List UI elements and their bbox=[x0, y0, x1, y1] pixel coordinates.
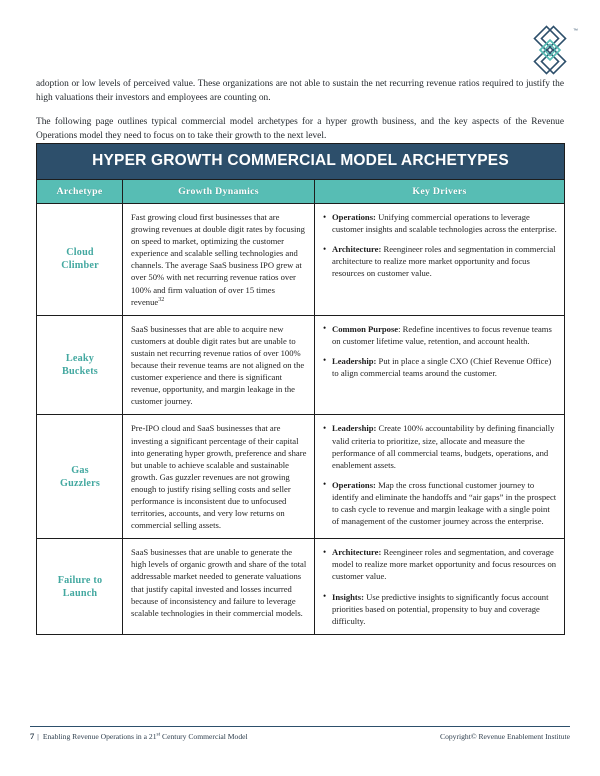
footnote-marker: 32 bbox=[158, 296, 165, 303]
growth-dynamics-text bbox=[131, 546, 307, 619]
column-header-key-drivers: Key Drivers bbox=[315, 180, 565, 204]
key-driver-text: Map the cross functional customer journey to identify and eliminate the handoffs and “air gaps” in the prospect to cash cycle to revenue and margin leakage with a single point of management of the customer journey across the enterprise. bbox=[332, 479, 557, 527]
intro-paragraph-2: The following page outlines typical commercial model archetypes for a hyper growth business, and the key aspects of the Revenue Operations model they need to focus on to take their growth to the next level. bbox=[36, 117, 564, 141]
key-driver-label: Architecture: bbox=[332, 547, 382, 558]
archetypes-table bbox=[36, 143, 565, 635]
key-drivers-list bbox=[323, 422, 557, 527]
logo bbox=[522, 24, 578, 76]
footer-separator: | bbox=[37, 732, 39, 741]
intro-paragraph-1: adoption or low levels of perceived value. These organizations are not able to sustain the net recurring revenue ratios required to justify the high valuations their investors and employees are counting on. bbox=[36, 79, 564, 103]
page-footer bbox=[30, 731, 570, 741]
column-header-archetype: Archetype bbox=[37, 180, 123, 204]
growth-dynamics-body: SaaS businesses that are able to acquire new customers at double digit rates but are unable to sustain net recurring revenue ratios of over 100% because their revenue teams are not aligned on the customer experience and there is significant revenue, opportunity, and margin leakage in the customer journey. bbox=[131, 323, 305, 407]
growth-dynamics-body: Fast growing cloud first businesses that are growing revenues at double digit rates by focusing on speed to market, optimizing the customer experience and scalable selling technologies and channels. The average SaaS business IPO grew at over 50% with net recurring revenue ratios over 100% and firm valuation of over 15 times revenue bbox=[131, 212, 305, 307]
footer-title-part-1: Enabling Revenue Operations in a 21 bbox=[42, 732, 157, 741]
archetype-cell bbox=[37, 204, 123, 316]
growth-dynamics-body: Pre-IPO cloud and SaaS businesses that are investing a significant percentage of their capital into generating hyper growth, preference and share but unable to achieve scalable and sustainable growth. Gas guzzler revenues are not growing enough to justify rising selling costs and seller performance is inconsistent due to unfocused territories, accounts, and very low returns on commercial selling assets. bbox=[131, 423, 307, 531]
table-body bbox=[37, 204, 565, 635]
archetype-name bbox=[45, 352, 115, 378]
key-driver-label: Operations: bbox=[332, 212, 376, 222]
table-row bbox=[37, 204, 565, 316]
key-driver-label: Operations: bbox=[332, 479, 376, 490]
footer-title-part-2: Century Commercial Model bbox=[160, 732, 248, 741]
key-driver-item bbox=[323, 211, 557, 235]
trademark-symbol: ™ bbox=[573, 28, 578, 34]
key-drivers-list bbox=[323, 211, 557, 279]
archetype-name bbox=[45, 574, 115, 600]
archetype-name-line-1: Leaky bbox=[65, 353, 95, 365]
archetype-name bbox=[45, 246, 115, 272]
growth-dynamics-cell bbox=[123, 539, 315, 635]
archetype-cell bbox=[37, 415, 123, 539]
table-banner-title: HYPER GROWTH COMMERCIAL MODEL ARCHETYPES bbox=[37, 144, 565, 180]
key-driver-text: Unifying commercial operations to leverage customer insights and scalable technologies across the enterprise. bbox=[332, 212, 557, 235]
growth-dynamics-body: SaaS businesses that are unable to generate the high levels of organic growth and share of the total addressable market needed to generate valuations that justify capital invested and losses incurred because of inconsistency and failure to leverage scalable technologies in their commercial models. bbox=[131, 547, 307, 618]
archetype-name-line-2: Launch bbox=[62, 587, 98, 599]
ordinal-suffix: st bbox=[156, 731, 161, 738]
key-driver-item bbox=[323, 479, 557, 527]
key-driver-item bbox=[323, 323, 557, 347]
table-header-row bbox=[37, 180, 565, 204]
key-driver-item bbox=[323, 546, 557, 582]
key-driver-label: Leadership: bbox=[332, 355, 377, 366]
footer-left bbox=[30, 731, 248, 741]
key-drivers-cell bbox=[315, 539, 565, 635]
key-driver-item bbox=[323, 243, 557, 279]
table-banner-row bbox=[37, 144, 565, 180]
archetype-name-line-1: Gas bbox=[71, 464, 89, 476]
key-driver-label: Common Purpose bbox=[332, 323, 399, 334]
archetype-name-line-2: Guzzlers bbox=[59, 477, 101, 489]
table-row bbox=[37, 415, 565, 539]
archetype-name-line-1: Cloud bbox=[66, 247, 94, 259]
key-driver-label: Insights: bbox=[332, 591, 364, 602]
archetype-name-line-1: Failure to bbox=[57, 574, 103, 586]
growth-dynamics-cell bbox=[123, 315, 315, 415]
growth-dynamics-text bbox=[131, 211, 307, 308]
column-header-growth-dynamics: Growth Dynamics bbox=[123, 180, 315, 204]
key-driver-text: Use predictive insights to significantly focus account priorities based on potential, propensity to buy and coverage difficulty. bbox=[332, 591, 549, 626]
key-drivers-cell bbox=[315, 415, 565, 539]
key-drivers-cell bbox=[315, 315, 565, 415]
key-driver-label: Architecture: bbox=[332, 244, 382, 255]
growth-dynamics-cell bbox=[123, 204, 315, 316]
diamond-logo-icon bbox=[522, 24, 578, 76]
key-drivers-list bbox=[323, 323, 557, 379]
table-row bbox=[37, 315, 565, 415]
key-driver-text: : Redefine incentives to focus revenue teams on customer lifetime value, retention, and account health. bbox=[332, 323, 552, 346]
growth-dynamics-cell bbox=[123, 415, 315, 539]
key-driver-text: Reengineer roles and segmentation in commercial architecture to realize more market opportunity and focus resources on customer value. bbox=[332, 244, 556, 279]
growth-dynamics-text bbox=[131, 422, 307, 531]
key-drivers-cell bbox=[315, 204, 565, 316]
footer-divider bbox=[30, 726, 570, 727]
table-row bbox=[37, 539, 565, 635]
archetype-name-line-2: Buckets bbox=[62, 366, 98, 378]
archetype-name bbox=[45, 464, 115, 490]
key-drivers-list bbox=[323, 546, 557, 627]
key-driver-label: Leadership: bbox=[332, 423, 377, 434]
key-driver-item bbox=[323, 422, 557, 470]
page-number: 7 bbox=[30, 731, 35, 741]
footer-copyright: Copyright© Revenue Enablement Institute bbox=[440, 732, 570, 741]
key-driver-text: Reengineer roles and segmentation, and coverage model to realize more market opportunity and focus resources on customer value. bbox=[332, 547, 557, 582]
key-driver-item bbox=[323, 591, 557, 627]
key-driver-text: Create 100% accountability by defining financially valid criteria to prioritize, size, allocate and measure the performance of all commercial teams, budgets, operations, and enablement assets. bbox=[332, 423, 555, 470]
footer-document-title bbox=[43, 732, 248, 741]
archetype-cell bbox=[37, 539, 123, 635]
archetype-name-line-2: Climber bbox=[61, 260, 99, 272]
key-driver-text: Put in place a single CXO (Chief Revenue Office) to align commercial teams around the customer. bbox=[332, 355, 552, 379]
key-driver-item bbox=[323, 355, 557, 379]
archetype-cell bbox=[37, 315, 123, 415]
growth-dynamics-text bbox=[131, 323, 307, 408]
